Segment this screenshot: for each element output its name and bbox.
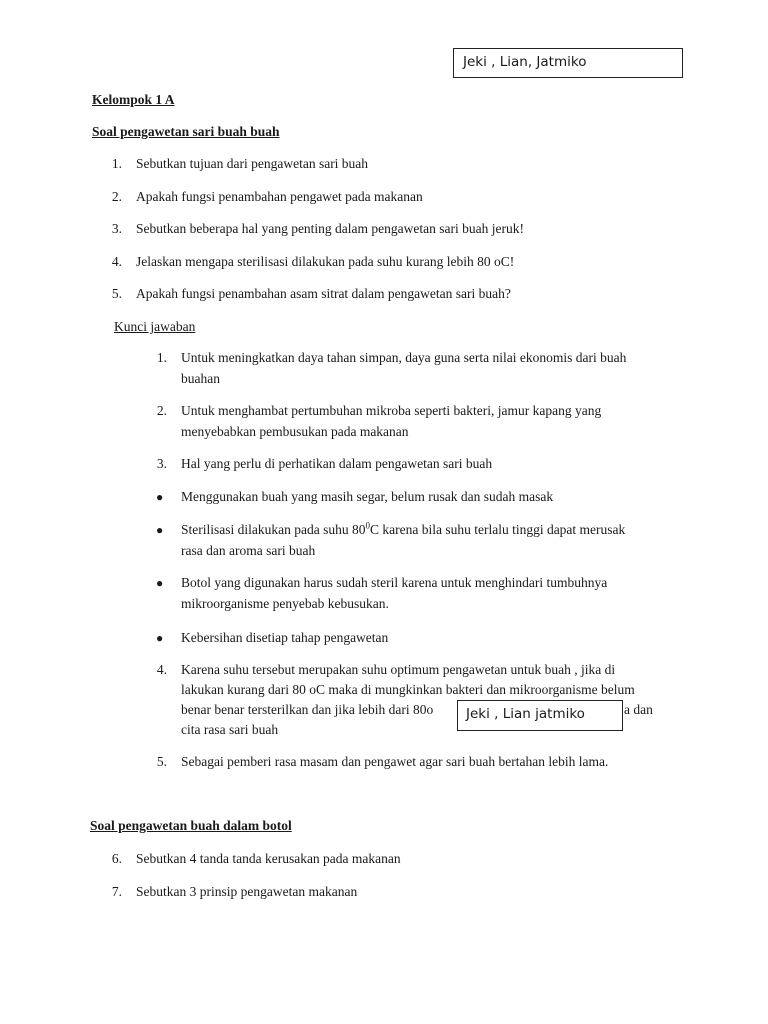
group-heading: Kelompok 1 A xyxy=(92,92,175,107)
bullet-icon: ● xyxy=(156,523,164,537)
document-page: Jeki , Lian, Jatmiko Kelompok 1 A Soal pengawetan sari buah buah 1. Sebutkan tujuan dari pengawetan sari buah 2. Apakah fungsi penambahan pengawet pada makanan 3. Sebutkan beberapa hal yang penting dalam pengawetan sari buah jeruk! 4. Jelaskan mengapa sterilisasi dilakukan pada suhu kurang lebih 80 oC! 5. Apakah fungsi penambahan asam sitrat dalam pengawetan sari buah? Kunci jawaban 1. Untuk meningkatkan daya tahan simpan, daya guna serta nilai ekonomis dari buah buahan 2. Untuk menghambat pertumbuhan mikroba seperti bakteri, jamur kapang yang menyebabkan pembusukan pada makanan 3. Hal yang perlu di perhatikan dalam pengawetan sari buah ● Menggunakan buah yang masih segar, belum rusak dan sudah masak ● Sterilisasi dilakukan pada suhu $80^0C$ karena bila suhu terlalu tinggi dapat merusak rasa dan aroma sari buah ● Botol yang digunakan harus sudah steril karena untuk menghindari tumbuhnya mikroorganisme penyebab kebusukan. ● Kebersihan disetiap tahap pengawetan 4. Karena suhu tersebut merupakan suhu optimum pengawetan untuk buah , jika di lakukan kurang dari 80 oC maka di mungkinkan bakteri dan mikroorganisme belum benar benar tersterilkan dan jika lebih dari 80o a dan cita rasa sari buah 5. Sebagai pemberi rasa masam dan pengawet agar sari buah bertahan lebih lama. Jeki , Lian jatmiko Soal pengawetan buah dalam botol 6. Sebutkan 4 tanda tanda kerusakan pada makanan 7. Sebutkan 3 prinsip pengawetan makanan xyxy=(0,0,768,1024)
name-box-top xyxy=(453,48,683,78)
section1-heading: Soal pengawetan sari buah buah xyxy=(92,124,280,139)
bullet-icon: ● xyxy=(156,576,164,590)
section2-heading: Soal pengawetan buah dalam botol xyxy=(90,818,292,833)
name-box-mid xyxy=(457,700,623,731)
answer-key-heading: Kunci jawaban xyxy=(114,319,196,334)
name-box-top-text: Jeki , Lian, Jatmiko xyxy=(463,54,587,70)
bullet-icon: ● xyxy=(156,490,164,504)
bullet-icon: ● xyxy=(156,631,164,645)
name-box-mid-text: Jeki , Lian jatmiko xyxy=(466,706,585,722)
